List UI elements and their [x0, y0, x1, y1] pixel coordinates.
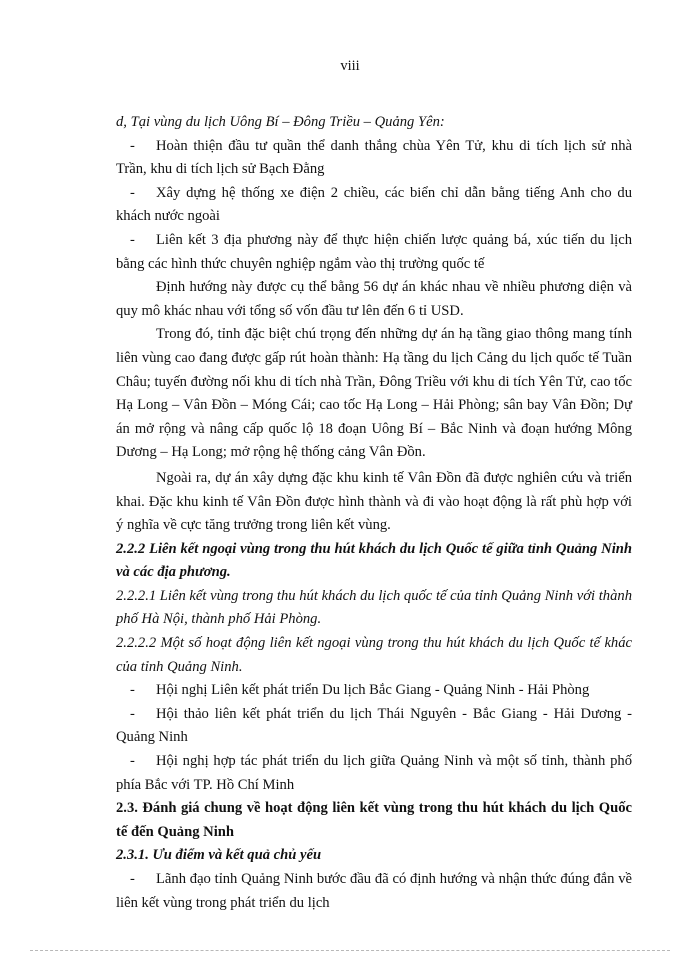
bullet-dash: -: [130, 705, 135, 722]
bullet-dash: -: [130, 871, 135, 887]
bullet-item: [116, 182, 632, 229]
bullet-text: Hội nghị hợp tác phát triển du lịch giữa Quảng Ninh và một số tỉnh, thành phố phía Bắc với TP. Hồ Chí Minh: [116, 753, 632, 793]
paragraph-investment: Định hướng này được cụ thể bằng 56 dự án khác nhau về nhiều phương diện và quy mô khác nhau với tổng số vốn đầu tư lên đến 6 tỉ USD.: [116, 279, 632, 319]
paragraph-van-don: Ngoài ra, dự án xây dựng đặc khu kinh tế Vân Đồn đã được nghiên cứu và triển khai. Đặc khu kinh tế Vân Đồn được hình thành và đi vào hoạt động là rất phù hợp với ý nghĩa về cực tăng trưởng trong liên kết vùng.: [116, 469, 632, 534]
bullet-text: Xây dựng hệ thống xe điện 2 chiều, các biển chỉ dẫn bằng tiếng Anh cho du khách nước ngoài: [116, 184, 632, 225]
page-bottom-divider: [30, 950, 670, 951]
page-number: viii: [340, 58, 360, 74]
heading-2-3: 2.3. Đánh giá chung về hoạt động liên kết vùng trong thu hút khách du lịch Quốc tế đến Quảng Ninh: [116, 800, 632, 840]
bullet-dash: -: [130, 184, 135, 201]
bullet-item: [116, 135, 632, 182]
bullet-item: [116, 679, 632, 703]
bullet-item: [116, 750, 632, 797]
heading-2-2-2-2: 2.2.2.2 Một số hoạt động liên kết ngoại vùng trong thu hút khách du lịch Quốc tế khác của tỉnh Quảng Ninh.: [116, 635, 632, 675]
bullet-item: [116, 703, 632, 750]
heading-2-3-1: 2.3.1. Ưu điểm và kết quả chủ yếu: [116, 847, 322, 864]
page-content: [116, 111, 632, 915]
bullet-item: [116, 229, 632, 276]
bullet-item: [116, 868, 632, 915]
section-d-heading: d, Tại vùng du lịch Uông Bí – Đông Triều – Quảng Yên:: [116, 114, 445, 130]
bullet-text: Liên kết 3 địa phương này để thực hiện chiến lược quảng bá, xúc tiến du lịch bằng các hình thức chuyên nghiệp ngắm vào thị trường quốc tế: [116, 231, 632, 272]
heading-2-2-2-1: 2.2.2.1 Liên kết vùng trong thu hút khách du lịch quốc tế của tỉnh Quảng Ninh với thành phố Hà Nội, thành phố Hải Phòng.: [116, 587, 632, 628]
heading-2-2-2: 2.2.2 Liên kết ngoại vùng trong thu hút khách du lịch Quốc tế giữa tỉnh Quảng Ninh và các địa phương.: [116, 540, 632, 581]
bullet-dash: -: [130, 753, 135, 770]
bullet-text: Lãnh đạo tỉnh Quảng Ninh bước đầu đã có định hướng và nhận thức đúng đắn về liên kết vùng trong phát triển du lịch: [116, 871, 632, 911]
paragraph-infrastructure: Trong đó, tỉnh đặc biệt chú trọng đến những dự án hạ tầng giao thông mang tính liên vùng cao đang được gấp rút hoàn thành: Hạ tầng du lịch Cảng du lịch quốc tế Tuần Châu; tuyến đường nối khu di tích nhà Trần, Đông Triều với khu di tích Yên Tử, cao tốc Hạ Long – Vân Đồn – Móng Cái; cao tốc Hạ Long – Hải Phòng; sân bay Vân Đồn; Dự án mở rộng và nâng cấp quốc lộ 18 đoạn Uông Bí – Bắc Ninh và đoạn hướng Mông Dương – Hạ Long; mở rộng hệ thống cảng Vân Đồn.: [116, 326, 632, 461]
bullet-dash: -: [130, 137, 135, 154]
bullet-text: Hội nghị Liên kết phát triển Du lịch Bắc Giang - Quảng Ninh - Hải Phòng: [156, 682, 590, 699]
bullet-dash: -: [130, 682, 135, 699]
bullet-text: Hoàn thiện đầu tư quần thể danh thắng chùa Yên Tử, khu di tích lịch sử nhà Trần, khu di tích lịch sử Bạch Đằng: [116, 137, 632, 178]
bullet-text: Hội thảo liên kết phát triển du lịch Thái Nguyên - Bắc Giang - Hải Dương - Quảng Ninh: [116, 705, 632, 746]
bullet-dash: -: [130, 231, 135, 248]
